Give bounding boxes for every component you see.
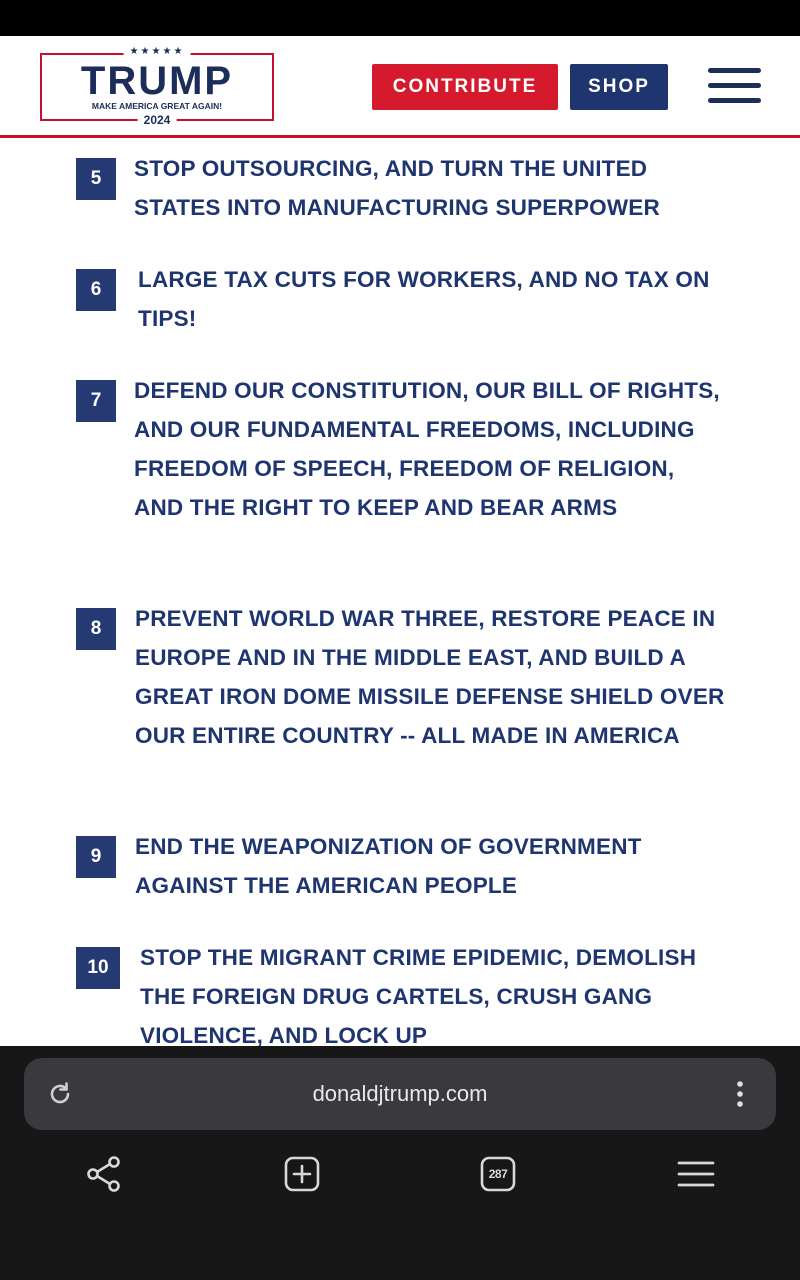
- logo-stars: ★★★★★: [124, 45, 191, 59]
- agenda-number-badge: 10: [76, 947, 120, 989]
- menu-icon[interactable]: [708, 68, 761, 104]
- agenda-text: LARGE TAX CUTS FOR WORKERS, AND NO TAX ON TIPS!: [138, 267, 710, 331]
- new-tab-icon[interactable]: [282, 1154, 322, 1194]
- contribute-button[interactable]: CONTRIBUTE: [372, 64, 558, 110]
- trump-2024-logo[interactable]: [40, 46, 274, 127]
- agenda-text: END THE WEAPONIZATION OF GOVERNMENT AGAINST THE AMERICAN PEOPLE: [135, 834, 642, 898]
- agenda-text: STOP OUTSOURCING, AND TURN THE UNITED STATES INTO MANUFACTURING SUPERPOWER: [134, 156, 660, 220]
- agenda-list: [0, 139, 800, 1046]
- tab-count: 287: [488, 1167, 508, 1181]
- agenda-number-badge: 6: [76, 269, 116, 311]
- browser-toolbar: [0, 1046, 800, 1280]
- agenda-text: DEFEND OUR CONSTITUTION, OUR BILL OF RIGHTS, AND OUR FUNDAMENTAL FREEDOMS, INCLUDING FREEDOM OF SPEECH, FREEDOM OF RELIGION, AND THE RIGHT TO KEEP AND BEAR ARMS: [134, 378, 720, 520]
- url-text[interactable]: donaldjtrump.com: [312, 1081, 488, 1106]
- agenda-text: PREVENT WORLD WAR THREE, RESTORE PEACE IN EUROPE AND IN THE MIDDLE EAST, AND BUILD A GREAT IRON DOME MISSILE DEFENSE SHIELD OVER OUR ENTIRE COUNTRY -- ALL MADE IN AMERICA: [135, 606, 725, 748]
- more-options-icon[interactable]: [728, 1080, 752, 1108]
- agenda-number-badge: 7: [76, 380, 116, 422]
- status-bar: [0, 0, 800, 36]
- agenda-text: STOP THE MIGRANT CRIME EPIDEMIC, DEMOLISH THE FOREIGN DRUG CARTELS, CRUSH GANG VIOLENCE, AND LOCK UP: [140, 945, 697, 1046]
- shop-button[interactable]: SHOP: [570, 64, 668, 110]
- agenda-number-badge: 5: [76, 158, 116, 200]
- site-header: [0, 36, 800, 138]
- browser-menu-icon[interactable]: [676, 1154, 716, 1194]
- logo-slogan: MAKE AMERICA GREAT AGAIN!: [91, 101, 223, 111]
- tabs-button[interactable]: [478, 1154, 518, 1194]
- address-bar[interactable]: [24, 1058, 776, 1130]
- logo-name: TRUMP: [80, 59, 234, 103]
- logo-year: 2024: [138, 112, 177, 128]
- agenda-number-badge: 8: [76, 608, 116, 650]
- share-icon[interactable]: [84, 1154, 124, 1194]
- agenda-number-badge: 9: [76, 836, 116, 878]
